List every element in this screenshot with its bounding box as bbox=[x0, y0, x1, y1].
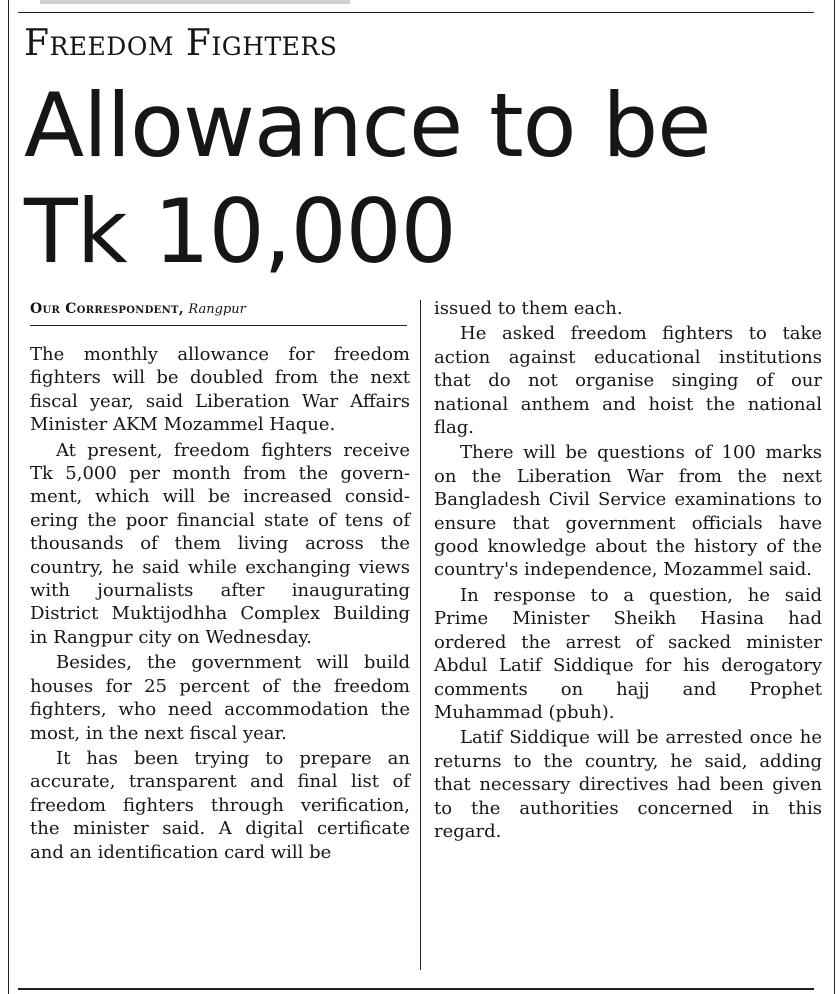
headline-line-1: Allowance to be bbox=[24, 74, 711, 177]
byline-place: Rangpur bbox=[188, 302, 246, 317]
kicker: Freedom Fighters bbox=[24, 23, 338, 64]
headline-line-2: Tk 10,000 bbox=[24, 180, 456, 283]
paragraph: He asked freedom fighters to take action against educational institutions that do not organise singing of our national anthem and hoist the national flag. bbox=[434, 323, 822, 439]
paragraph: There will be questions of 100 marks on the Liberation War from the next Bangladesh Civil Service examinations to ensure that government officials have good knowledge about the history of the country's independence, Mozammel said. bbox=[434, 442, 822, 581]
article-column-1 bbox=[30, 343, 410, 864]
article-column-2 bbox=[434, 297, 822, 843]
column-divider bbox=[420, 300, 421, 970]
byline bbox=[30, 300, 407, 319]
paragraph: In response to a question, he said Prime Minister Sheikh Hasina had ordered the arrest of sacked minister Abdul Latif Siddique for his derogatory comments on hajj and Prophet Muhammad (pbuh). bbox=[434, 584, 822, 723]
paragraph-continued: issued to them each. bbox=[434, 298, 623, 319]
paragraph: Besides, the government will build houses for 25 percent of the freedom fighters, who need accommodation the most, in the next fiscal year. bbox=[30, 652, 410, 744]
paragraph: At present, freedom fighters receive Tk 5,000 per month from the government, which will be increased considering the poor financial state of tens of thousands of them living across the country, he said while exchanging views with journalists after inaugurating District Muktijodhha Complex Building in Rangpur city on Wednesday. bbox=[30, 439, 410, 648]
bottom-rule bbox=[18, 988, 814, 990]
top-rule bbox=[18, 12, 814, 13]
paragraph: It has been trying to prepare an accurate, transparent and final list of freedom fighters through verification, the minister said. A digital certificate and an identification card will be bbox=[30, 747, 410, 863]
paragraph: Latif Siddique will be arrested once he returns to the country, he said, adding that necessary directives had been given to the authorities concerned in this regard. bbox=[434, 727, 822, 842]
cropped-previous-text bbox=[40, 0, 350, 4]
paragraph: The monthly allowance for freedom fighters will be doubled from the next fiscal year, said Liberation War Affairs Minister AKM Mozammel Haque. bbox=[30, 344, 410, 436]
byline-author: Our Correspondent, bbox=[30, 301, 184, 317]
byline-rule bbox=[30, 325, 407, 326]
